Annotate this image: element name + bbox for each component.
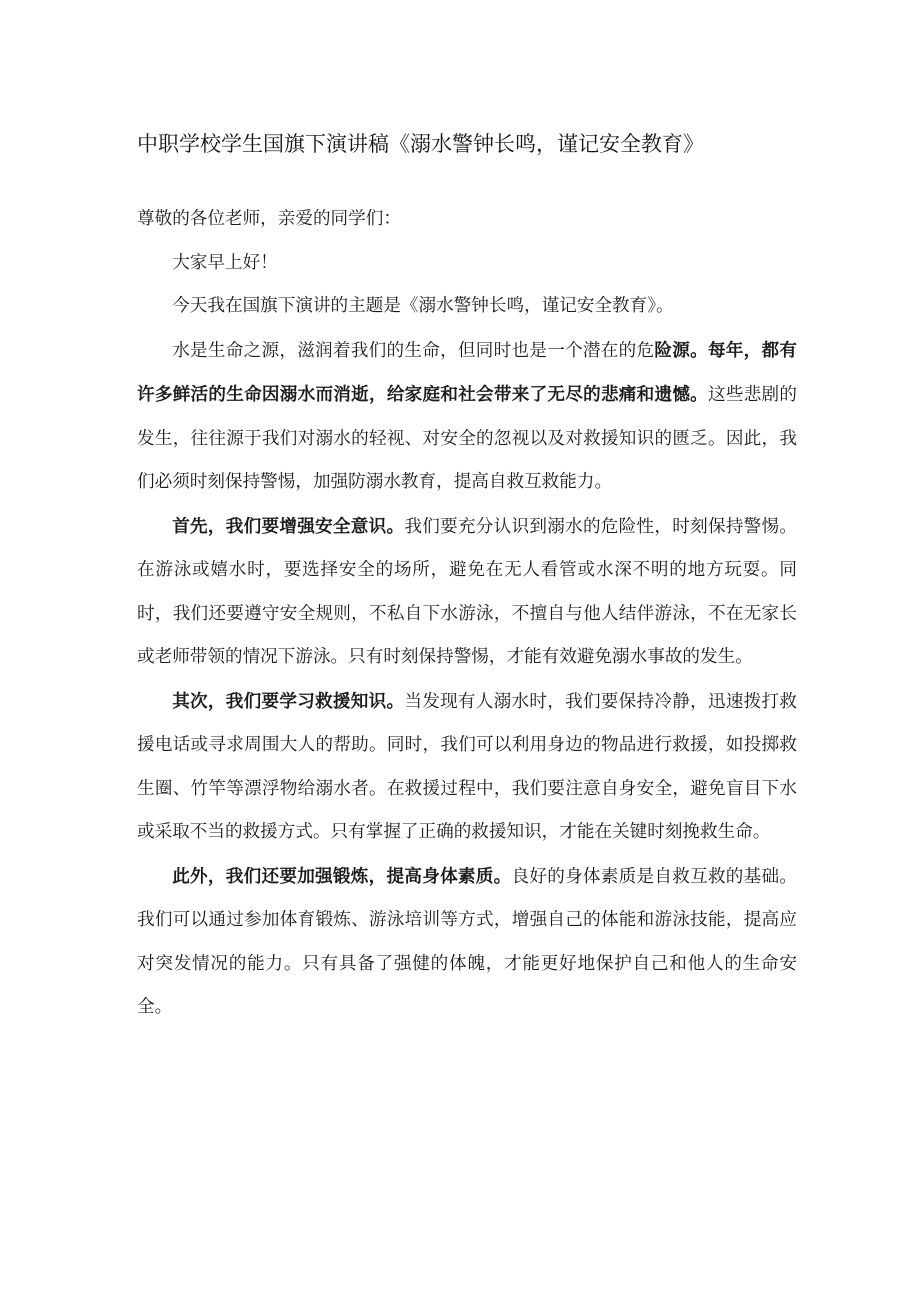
- paragraph-4: [137, 855, 797, 1030]
- salutation: 尊敬的各位老师，亲爱的同学们：: [137, 209, 401, 229]
- document-title: 中职学校学生国旗下演讲稿《溺水警钟长鸣，谨记安全教育》: [137, 132, 704, 156]
- paragraph-2: [137, 505, 797, 680]
- document-body: [137, 198, 797, 1030]
- paragraph-1-emphasis: 险源。每年，都有许多鲜活的生命因溺水而消逝，给家庭和社会带来了无尽的悲痛和遗憾。: [137, 339, 797, 405]
- paragraph-1-text: 这些悲剧的发生，往往源于我们对溺水的轻视、对安全的忽视以及对救援知识的匮乏。因此，我们必须时刻保持警惕，加强防溺水教育，提高自救互救能力。: [137, 385, 797, 492]
- greeting: 大家早上好！: [172, 252, 278, 273]
- paragraph-4-heading: 此外，我们还要加强锻炼，提高身体素质。: [172, 865, 512, 887]
- paragraph-2-heading: 首先，我们要增强安全意识。: [172, 515, 405, 537]
- paragraph-4-text: 良好的身体素质是自救互救的基础。我们可以通过参加体育锻炼、游泳培训等方式，增强自己的体能和游泳技能，提高应对突发情况的能力。只有具备了强健的体魄，才能更好地保护自己和他人的生命安全。: [137, 866, 797, 1017]
- paragraph-3-heading: 其次，我们要学习救援知识。: [172, 690, 405, 712]
- paragraph-2-text: 我们要充分认识到溺水的危险性，时刻保持警惕。在游泳或嬉水时，要选择安全的场所，避免在无人看管或水深不明的地方玩耍。同时，我们还要遵守安全规则，不私自下水游泳，不擅自与他人结伴游泳，不在无家长或老师带领的情况下游泳。只有时刻保持警惕，才能有效避免溺水事故的发生。: [137, 516, 797, 667]
- paragraph-3-text: 当发现有人溺水时，我们要保持冷静，迅速拨打救援电话或寻求周围大人的帮助。同时，我们可以利用身边的物品进行救援，如投掷救生圈、竹竿等漂浮物给溺水者。在救援过程中，我们要注意自身安全，避免盲目下水或采取不当的救援方式。只有掌握了正确的救援知识，才能在关键时刻挽救生命。: [137, 691, 797, 842]
- paragraph-1: [137, 329, 797, 505]
- intro-paragraph: 今天我在国旗下演讲的主题是《溺水警钟长鸣，谨记安全教育》。: [172, 296, 674, 316]
- paragraph-3: [137, 680, 797, 855]
- paragraph-1-lead: 水是生命之源，滋润着我们的生命，但同时也是一个潜在的危: [172, 340, 655, 361]
